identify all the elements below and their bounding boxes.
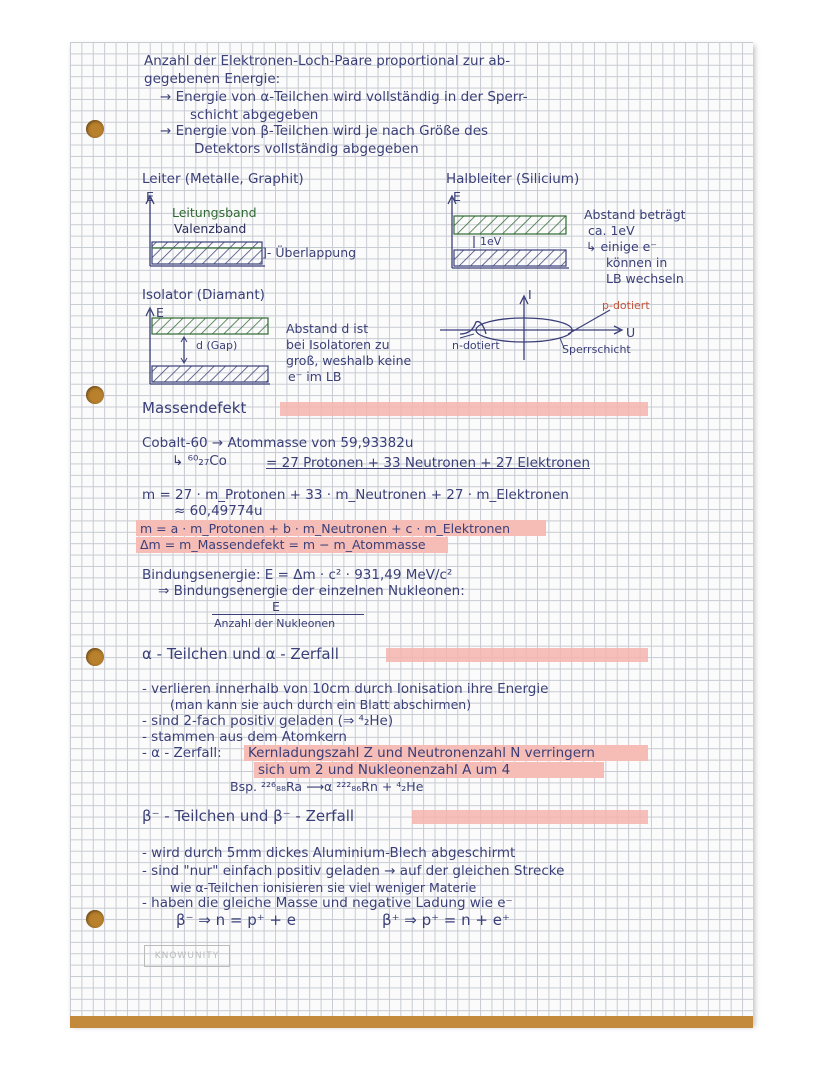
punch-hole <box>86 648 104 666</box>
mass-line: m = 27 · m_Protonen + 33 · m_Neutronen + 27 · m_Elektronen <box>142 487 569 503</box>
punch-hole <box>86 120 104 138</box>
bindung-line: ⇒ Bindungsenergie der einzelnen Nukleonen: <box>158 583 465 599</box>
punch-hole <box>86 386 104 404</box>
halbleiter-note: können in <box>606 255 668 270</box>
bindung-numerator: E <box>272 599 280 614</box>
bindung-line: Bindungsenergie: E = Δm · c² · 931,49 MeV/c² <box>142 567 453 583</box>
leitungsband-label: Leitungsband <box>172 205 257 220</box>
halbleiter-title: Halbleiter (Silicium) <box>446 171 580 187</box>
sperrschicht-label: Sperrschicht <box>562 343 631 356</box>
isolator-note: groß, weshalb keine <box>286 353 412 368</box>
desk-edge <box>70 1016 753 1028</box>
leiter-e-label: E <box>146 189 154 204</box>
mass-line: Δm = m_Massendefekt = m − m_Atommasse <box>140 537 426 552</box>
isolator-title: Isolator (Diamant) <box>142 287 265 303</box>
halbleiter-gap-label: 1eV <box>480 235 502 248</box>
beta-decay-plus: β⁺ ⇒ p⁺ = n + e⁺ <box>382 911 510 929</box>
intro-line: → Energie von β-Teilchen wird je nach Größe des <box>160 123 489 139</box>
isolator-gap-label: d (Gap) <box>196 339 238 352</box>
beta-title: β⁻ - Teilchen und β⁻ - Zerfall <box>142 807 355 825</box>
halbleiter-note: ↳ einige e⁻ <box>586 239 657 254</box>
punch-hole <box>86 910 104 928</box>
intro-line: schicht abgegeben <box>190 107 319 123</box>
alpha-line: - stammen aus dem Atomkern <box>142 729 347 745</box>
fraction-line <box>212 614 364 615</box>
intro-line: Detektors vollständig abgegeben <box>194 141 419 157</box>
beta-line: - haben die gleiche Masse und negative Ladung wie e⁻ <box>142 895 513 911</box>
overlap-label: ]- Überlappung <box>262 245 357 260</box>
alpha-line: sich um 2 und Nukleonenzahl A um 4 <box>258 762 511 778</box>
halbleiter-note: Abstand beträgt <box>584 207 686 222</box>
beta-line: - wird durch 5mm dickes Aluminium-Blech abgeschirmt <box>142 845 516 861</box>
bindung-denominator: Anzahl der Nukleonen <box>214 617 336 630</box>
alpha-line: - verlieren innerhalb von 10cm durch Ionisation ihre Energie <box>142 681 549 697</box>
iu-u-label: U <box>626 325 636 340</box>
highlight-bar <box>280 402 648 416</box>
halbleiter-note: ca. 1eV <box>588 223 635 238</box>
mass-line: m = a · m_Protonen + b · m_Neutronen + c · m_Elektronen <box>140 521 511 536</box>
halbleiter-diagram <box>444 190 584 272</box>
mass-line: = 27 Protonen + 33 Neutronen + 27 Elektronen <box>266 455 590 471</box>
intro-line: gegebenen Energie: <box>144 71 281 87</box>
mass-line: ↳ ⁶⁰₂₇Co <box>172 453 227 469</box>
beta-decay-minus: β⁻ ⇒ n = p⁺ + e <box>176 911 296 929</box>
valenzband-label: Valenzband <box>174 221 247 236</box>
highlight-bar <box>412 810 648 824</box>
n-dotiert-label: n-dotiert <box>452 339 500 352</box>
beta-line: - sind "nur" einfach positiv geladen → auf der gleichen Strecke <box>142 863 565 879</box>
isolator-e-label: E <box>156 305 164 320</box>
intro-line: Anzahl der Elektronen-Loch-Paare proportional zur ab- <box>144 53 511 69</box>
isolator-note: Abstand d ist <box>286 321 369 336</box>
intro-line: → Energie von α-Teilchen wird vollständig in der Sperr- <box>160 89 528 105</box>
halbleiter-e-label: E <box>453 189 461 204</box>
isolator-note: e⁻ im LB <box>288 369 342 384</box>
isolator-note: bei Isolatoren zu <box>286 337 390 352</box>
mass-line: ≈ 60,49774u <box>174 503 263 519</box>
massendefekt-title: Massendefekt <box>142 399 247 417</box>
iu-i-label: I <box>528 287 532 302</box>
alpha-line: Kernladungszahl Z und Neutronenzahl N verringern <box>248 745 595 761</box>
alpha-line: - α - Zerfall: <box>142 745 222 761</box>
beta-line: wie α-Teilchen ionisieren sie viel weniger Materie <box>170 880 477 895</box>
alpha-line: (man kann sie auch durch ein Blatt abschirmen) <box>170 697 472 712</box>
leiter-title: Leiter (Metalle, Graphit) <box>142 171 304 187</box>
mass-line: Cobalt-60 → Atommasse von 59,93382u <box>142 435 414 451</box>
p-dotiert-label: p-dotiert <box>602 299 650 312</box>
halbleiter-note: LB wechseln <box>606 271 684 286</box>
highlight-bar <box>386 648 648 662</box>
alpha-line: - sind 2-fach positiv geladen (⇒ ⁴₂He) <box>142 713 394 729</box>
alpha-title: α - Teilchen und α - Zerfall <box>142 645 339 663</box>
knowunity-watermark: KNOWUNITY <box>144 945 230 967</box>
alpha-example: Bsp. ²²⁶₈₈Ra ⟶α ²²²₈₆Rn + ⁴₂He <box>230 779 424 794</box>
